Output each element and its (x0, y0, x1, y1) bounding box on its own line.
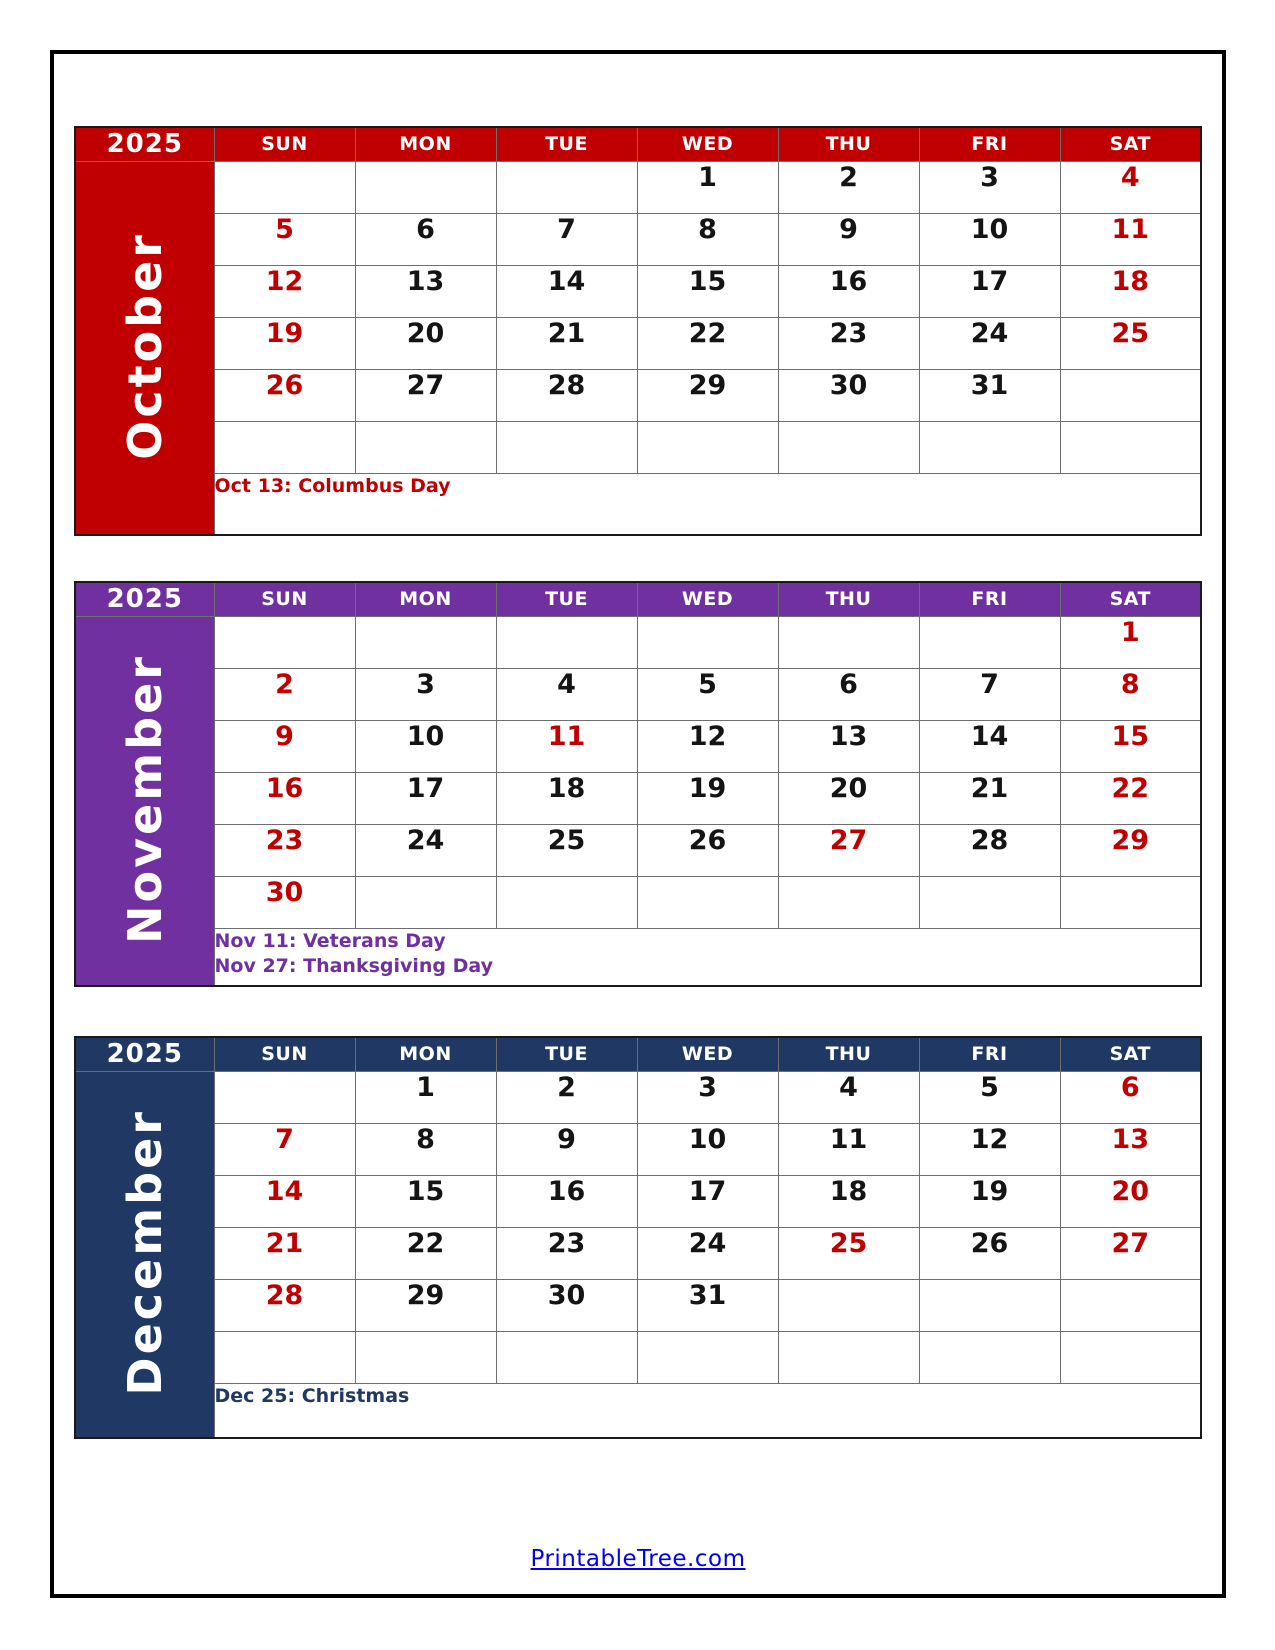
week-row (75, 1279, 1201, 1331)
header-row-october (75, 127, 1201, 161)
day-header-fri: FRI (919, 1037, 1060, 1071)
date-cell-empty (355, 1331, 496, 1383)
date-cell-october-1: 1 (637, 161, 778, 213)
date-cell-october-29: 29 (637, 369, 778, 421)
date-cell-november-2: 2 (214, 668, 355, 720)
year-label-december: 2025 (75, 1037, 214, 1071)
date-cell-empty (919, 876, 1060, 928)
date-cell-empty (355, 421, 496, 473)
date-cell-october-18: 18 (1060, 265, 1201, 317)
date-cell-empty (214, 1331, 355, 1383)
date-cell-october-2: 2 (778, 161, 919, 213)
holiday-row-december (75, 1383, 1201, 1438)
date-cell-november-22: 22 (1060, 772, 1201, 824)
date-cell-november-12: 12 (637, 720, 778, 772)
date-cell-empty (214, 161, 355, 213)
week-row (75, 876, 1201, 928)
date-cell-october-17: 17 (919, 265, 1060, 317)
date-cell-november-21: 21 (919, 772, 1060, 824)
date-cell-november-5: 5 (637, 668, 778, 720)
date-cell-december-15: 15 (355, 1175, 496, 1227)
day-header-sun: SUN (214, 582, 355, 616)
date-cell-november-28: 28 (919, 824, 1060, 876)
date-cell-november-4: 4 (496, 668, 637, 720)
date-cell-empty (919, 421, 1060, 473)
date-cell-empty (214, 421, 355, 473)
date-cell-october-9: 9 (778, 213, 919, 265)
month-band-october (75, 161, 214, 535)
date-cell-december-6: 6 (1060, 1071, 1201, 1123)
date-cell-empty (355, 616, 496, 668)
date-cell-november-23: 23 (214, 824, 355, 876)
date-cell-october-24: 24 (919, 317, 1060, 369)
week-row (75, 317, 1201, 369)
footer (54, 1546, 1222, 1572)
date-cell-november-15: 15 (1060, 720, 1201, 772)
date-cell-december-21: 21 (214, 1227, 355, 1279)
week-row (75, 161, 1201, 213)
date-cell-december-7: 7 (214, 1123, 355, 1175)
day-header-fri: FRI (919, 582, 1060, 616)
date-cell-december-31: 31 (637, 1279, 778, 1331)
day-header-thu: THU (778, 1037, 919, 1071)
week-row (75, 616, 1201, 668)
date-cell-empty (496, 1331, 637, 1383)
date-cell-october-4: 4 (1060, 161, 1201, 213)
date-cell-december-13: 13 (1060, 1123, 1201, 1175)
week-row (75, 265, 1201, 317)
date-cell-december-14: 14 (214, 1175, 355, 1227)
day-header-mon: MON (355, 127, 496, 161)
date-cell-empty (919, 1331, 1060, 1383)
date-cell-november-17: 17 (355, 772, 496, 824)
date-cell-december-24: 24 (637, 1227, 778, 1279)
months-container (54, 126, 1222, 1439)
holiday-row-october (75, 473, 1201, 535)
day-header-tue: TUE (496, 127, 637, 161)
date-cell-november-8: 8 (1060, 668, 1201, 720)
date-cell-november-1: 1 (1060, 616, 1201, 668)
date-cell-october-11: 11 (1060, 213, 1201, 265)
day-header-sat: SAT (1060, 582, 1201, 616)
day-header-thu: THU (778, 582, 919, 616)
date-cell-november-24: 24 (355, 824, 496, 876)
date-cell-empty (496, 876, 637, 928)
date-cell-empty (355, 876, 496, 928)
month-december (74, 1036, 1202, 1439)
day-header-sun: SUN (214, 1037, 355, 1071)
day-header-tue: TUE (496, 582, 637, 616)
date-cell-empty (778, 616, 919, 668)
week-row (75, 1123, 1201, 1175)
date-cell-december-17: 17 (637, 1175, 778, 1227)
date-cell-october-6: 6 (355, 213, 496, 265)
date-cell-empty (355, 161, 496, 213)
month-october (74, 126, 1202, 536)
date-cell-november-26: 26 (637, 824, 778, 876)
date-cell-december-1: 1 (355, 1071, 496, 1123)
day-header-mon: MON (355, 582, 496, 616)
date-cell-december-19: 19 (919, 1175, 1060, 1227)
date-cell-empty (637, 1331, 778, 1383)
year-label-november: 2025 (75, 582, 214, 616)
week-row (75, 772, 1201, 824)
week-row (75, 421, 1201, 473)
date-cell-november-25: 25 (496, 824, 637, 876)
date-cell-december-30: 30 (496, 1279, 637, 1331)
holiday-cell-november (214, 928, 1201, 986)
date-cell-empty (1060, 1331, 1201, 1383)
date-cell-december-16: 16 (496, 1175, 637, 1227)
date-cell-empty (778, 1331, 919, 1383)
month-band-november (75, 616, 214, 986)
month-name-label: November (117, 653, 172, 944)
date-cell-empty (214, 616, 355, 668)
date-cell-empty (496, 161, 637, 213)
date-cell-october-7: 7 (496, 213, 637, 265)
date-cell-december-27: 27 (1060, 1227, 1201, 1279)
date-cell-december-26: 26 (919, 1227, 1060, 1279)
date-cell-december-11: 11 (778, 1123, 919, 1175)
week-row (75, 213, 1201, 265)
date-cell-october-8: 8 (637, 213, 778, 265)
date-cell-empty (214, 1071, 355, 1123)
date-cell-november-18: 18 (496, 772, 637, 824)
date-cell-empty (778, 876, 919, 928)
date-cell-october-15: 15 (637, 265, 778, 317)
month-band-december (75, 1071, 214, 1438)
day-header-wed: WED (637, 1037, 778, 1071)
week-row (75, 1227, 1201, 1279)
day-header-wed: WED (637, 582, 778, 616)
date-cell-october-30: 30 (778, 369, 919, 421)
date-cell-november-19: 19 (637, 772, 778, 824)
date-cell-october-10: 10 (919, 213, 1060, 265)
date-cell-november-6: 6 (778, 668, 919, 720)
week-row (75, 720, 1201, 772)
day-header-sat: SAT (1060, 127, 1201, 161)
date-cell-october-13: 13 (355, 265, 496, 317)
date-cell-november-9: 9 (214, 720, 355, 772)
date-cell-december-4: 4 (778, 1071, 919, 1123)
date-cell-november-13: 13 (778, 720, 919, 772)
date-cell-october-25: 25 (1060, 317, 1201, 369)
date-cell-empty (919, 616, 1060, 668)
page-frame (50, 50, 1226, 1598)
holiday-note: Oct 13: Columbus Day (214, 474, 451, 497)
date-cell-october-19: 19 (214, 317, 355, 369)
date-cell-october-12: 12 (214, 265, 355, 317)
date-cell-october-16: 16 (778, 265, 919, 317)
footer-link[interactable]: PrintableTree.com (530, 1546, 746, 1572)
date-cell-empty (637, 421, 778, 473)
date-cell-october-5: 5 (214, 213, 355, 265)
date-cell-october-14: 14 (496, 265, 637, 317)
date-cell-empty (1060, 1279, 1201, 1331)
day-header-mon: MON (355, 1037, 496, 1071)
holiday-note: Nov 27: Thanksgiving Day (214, 955, 494, 978)
holiday-note: Nov 11: Veterans Day (214, 929, 446, 952)
day-header-fri: FRI (919, 127, 1060, 161)
month-november (74, 581, 1202, 987)
date-cell-empty (778, 1279, 919, 1331)
date-cell-october-28: 28 (496, 369, 637, 421)
date-cell-december-9: 9 (496, 1123, 637, 1175)
date-cell-november-20: 20 (778, 772, 919, 824)
holiday-note: Dec 25: Christmas (214, 1384, 410, 1407)
holiday-row-november (75, 928, 1201, 986)
date-cell-empty (637, 876, 778, 928)
day-header-sat: SAT (1060, 1037, 1201, 1071)
date-cell-november-10: 10 (355, 720, 496, 772)
date-cell-empty (496, 421, 637, 473)
date-cell-december-20: 20 (1060, 1175, 1201, 1227)
date-cell-december-5: 5 (919, 1071, 1060, 1123)
date-cell-november-27: 27 (778, 824, 919, 876)
week-row (75, 824, 1201, 876)
holiday-cell-october (214, 473, 1201, 535)
header-row-december (75, 1037, 1201, 1071)
date-cell-november-16: 16 (214, 772, 355, 824)
date-cell-october-20: 20 (355, 317, 496, 369)
date-cell-november-29: 29 (1060, 824, 1201, 876)
date-cell-october-23: 23 (778, 317, 919, 369)
date-cell-october-3: 3 (919, 161, 1060, 213)
date-cell-november-3: 3 (355, 668, 496, 720)
date-cell-empty (637, 616, 778, 668)
date-cell-december-25: 25 (778, 1227, 919, 1279)
date-cell-empty (1060, 876, 1201, 928)
week-row (75, 1071, 1201, 1123)
date-cell-december-10: 10 (637, 1123, 778, 1175)
date-cell-december-28: 28 (214, 1279, 355, 1331)
date-cell-empty (1060, 421, 1201, 473)
date-cell-november-30: 30 (214, 876, 355, 928)
year-label-october: 2025 (75, 127, 214, 161)
date-cell-december-8: 8 (355, 1123, 496, 1175)
week-row (75, 369, 1201, 421)
header-row-november (75, 582, 1201, 616)
date-cell-december-23: 23 (496, 1227, 637, 1279)
date-cell-empty (919, 1279, 1060, 1331)
date-cell-empty (778, 421, 919, 473)
date-cell-november-7: 7 (919, 668, 1060, 720)
month-name-label: December (117, 1108, 172, 1396)
date-cell-december-18: 18 (778, 1175, 919, 1227)
date-cell-december-2: 2 (496, 1071, 637, 1123)
date-cell-october-31: 31 (919, 369, 1060, 421)
date-cell-october-26: 26 (214, 369, 355, 421)
date-cell-october-22: 22 (637, 317, 778, 369)
week-row (75, 1331, 1201, 1383)
date-cell-december-3: 3 (637, 1071, 778, 1123)
day-header-thu: THU (778, 127, 919, 161)
date-cell-october-21: 21 (496, 317, 637, 369)
holiday-cell-december (214, 1383, 1201, 1438)
week-row (75, 1175, 1201, 1227)
date-cell-october-27: 27 (355, 369, 496, 421)
date-cell-november-14: 14 (919, 720, 1060, 772)
day-header-tue: TUE (496, 1037, 637, 1071)
date-cell-november-11: 11 (496, 720, 637, 772)
date-cell-december-12: 12 (919, 1123, 1060, 1175)
day-header-wed: WED (637, 127, 778, 161)
date-cell-december-22: 22 (355, 1227, 496, 1279)
date-cell-december-29: 29 (355, 1279, 496, 1331)
date-cell-empty (1060, 369, 1201, 421)
day-header-sun: SUN (214, 127, 355, 161)
month-name-label: October (117, 231, 172, 460)
date-cell-empty (496, 616, 637, 668)
week-row (75, 668, 1201, 720)
